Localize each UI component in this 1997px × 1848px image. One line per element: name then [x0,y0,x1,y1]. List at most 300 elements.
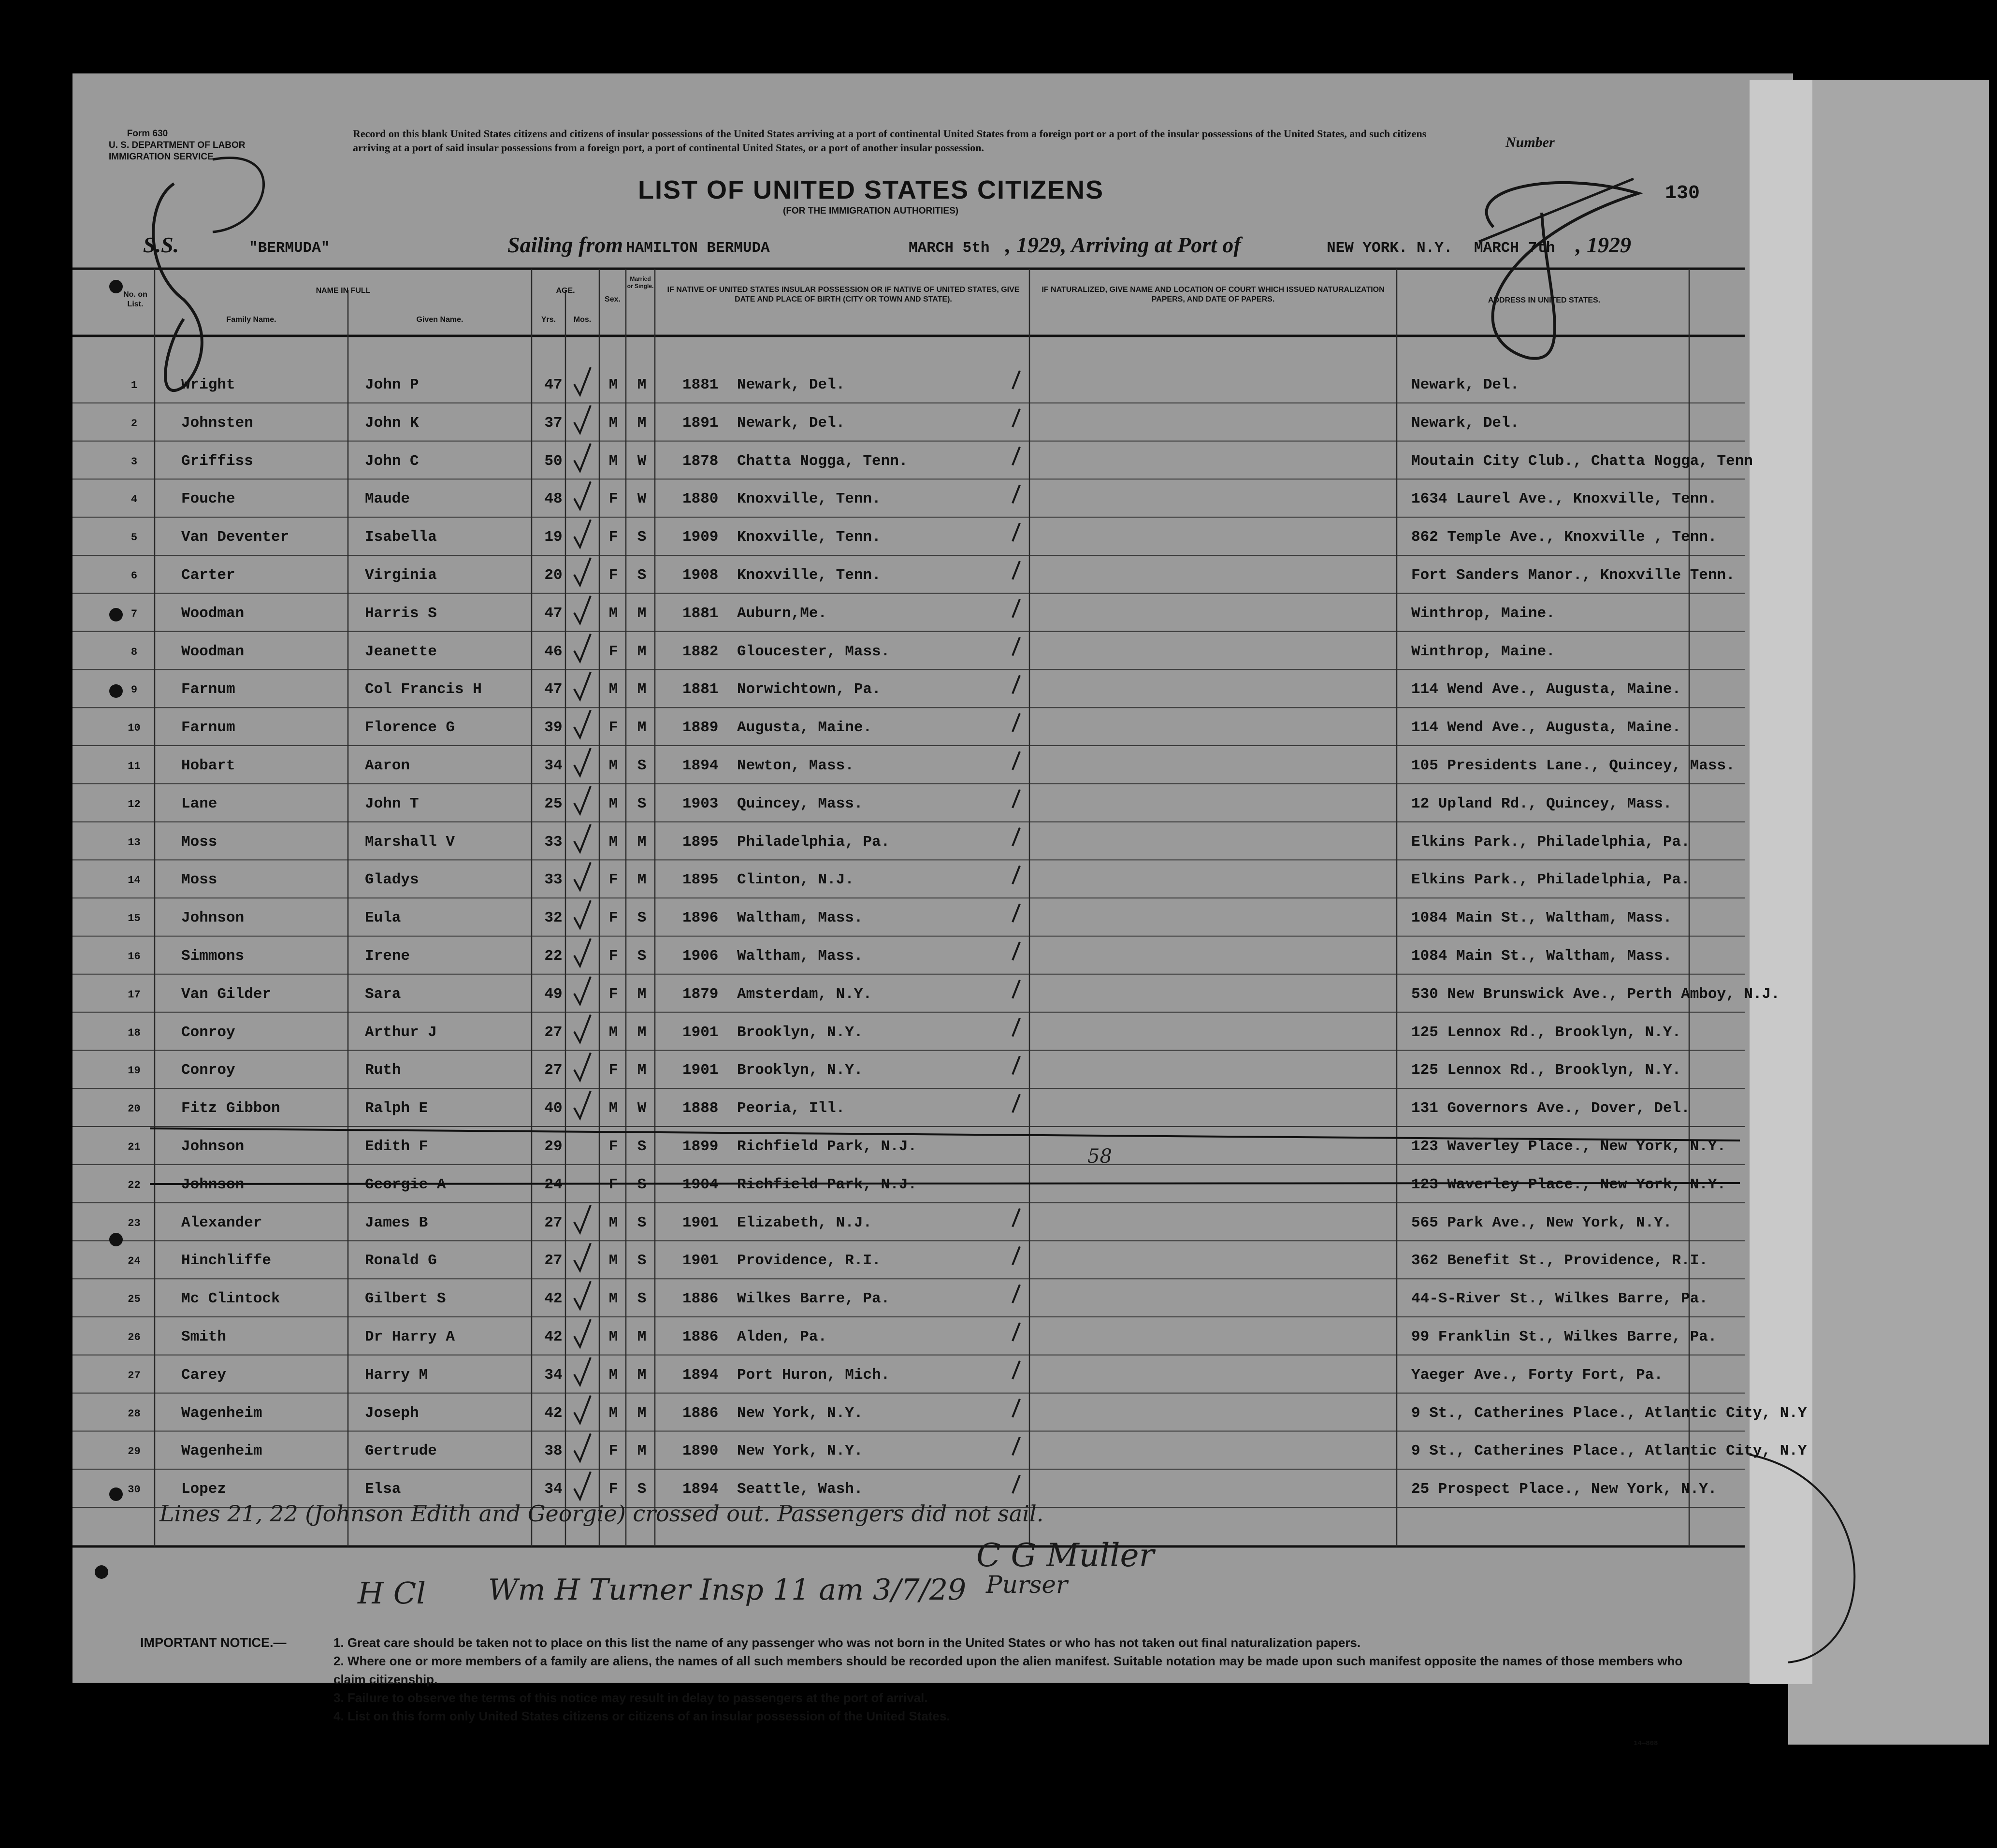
col-naturalized: IF NATURALIZED, GIVE NAME AND LOCATION OF COURT WHICH ISSUED NATURALIZATION PAPERS, AND DATE OF PAPERS. [1042,286,1385,303]
notice-item: 4. List on this form only United States citizens or citizens of an insular possession of the United States. [333,1709,950,1723]
address: 1084 Main St., Waltham, Mass. [1411,948,1672,965]
age-years: 27 [544,1252,563,1270]
address: Newark, Del. [1411,414,1519,432]
birth-year: 1886 [682,1328,719,1345]
marital-status: M [637,871,647,889]
line-number: 30 [128,1484,141,1496]
col-address: ADDRESS IN UNITED STATES. [1488,296,1601,304]
birth-place: Auburn,Me. [737,605,827,622]
family-name: Conroy [181,1062,235,1079]
given-name: Gertrude [365,1443,437,1460]
line-number: 12 [128,798,141,810]
sex: F [608,491,618,508]
line-number: 5 [130,532,138,544]
line-number: 22 [128,1179,141,1191]
sex: F [608,1062,618,1079]
sex: F [608,1481,618,1498]
age-years: 48 [544,491,563,508]
age-years: 27 [544,1062,563,1079]
birth-year: 1880 [682,491,719,508]
marital-status: W [637,452,647,470]
birth-place: Brooklyn, N.Y. [737,1024,863,1041]
birth-place: Peoria, Ill. [737,1100,845,1117]
sex: M [608,1214,618,1231]
marital-status: S [637,567,647,584]
birth-place: Waltham, Mass. [737,948,863,965]
marital-status: M [637,833,647,851]
passenger-row [116,974,1780,1012]
line-number: 24 [128,1255,141,1268]
birth-year: 1889 [682,719,719,736]
passenger-row [116,860,1745,897]
address: Elkins Park., Philadelphia, Pa. [1411,871,1690,889]
family-name: Johnson [181,1176,245,1193]
birth-place: Knoxville, Tenn. [737,529,881,546]
ss-label: S.S. [143,232,179,257]
page-title: LIST OF UNITED STATES CITIZENS [638,175,1104,204]
sailing-port: HAMILTON BERMUDA [626,240,770,257]
address: 1634 Laurel Ave., Knoxville, Tenn. [1411,491,1717,508]
marital-status: S [637,1290,647,1308]
age-years: 32 [544,910,563,927]
marital-status: M [637,643,647,660]
birth-place: Port Huron, Mich. [737,1366,890,1384]
birth-place: Providence, R.I. [737,1252,881,1270]
passenger-row [116,517,1745,555]
birth-place: Amsterdam, N.Y. [737,985,872,1003]
marital-status: M [637,985,647,1003]
given-name: Ralph E [365,1100,428,1117]
family-name: Van Deventer [181,529,289,546]
sex: M [608,795,618,812]
birth-place: Chatta Nogga, Tenn. [737,452,908,470]
line-number: 25 [128,1293,141,1306]
age-years: 46 [544,643,563,660]
family-name: Moss [181,871,217,889]
crossed-out-note: Lines 21, 22 (Johnson Edith and Georgie) crossed out. Passengers did not sail. [159,1501,1044,1527]
birth-year: 1882 [682,643,719,660]
age-years: 42 [544,1290,563,1308]
sex: M [608,605,618,622]
sex: M [608,1100,618,1117]
arrival-year-prefix: , 192 [1576,232,1620,257]
given-name: Elsa [365,1481,401,1498]
family-name: Wagenheim [181,1404,262,1422]
birth-year: 1879 [682,985,719,1003]
birth-place: Brooklyn, N.Y. [737,1062,863,1079]
marital-status: M [637,1024,647,1041]
age-years: 39 [544,719,563,736]
passenger-row [116,1431,1807,1469]
inspector-initials: H Cl [358,1575,426,1611]
sex: M [608,1404,618,1422]
given-name: Ruth [365,1062,401,1079]
birth-place: Newark, Del. [737,376,845,393]
sex: F [608,910,618,927]
given-name: Sara [365,985,401,1003]
family-name: Smith [181,1328,227,1345]
family-name: Johnson [181,1138,245,1155]
passenger-row [116,479,1745,517]
sex: M [608,376,618,393]
birth-place: Newton, Mass. [737,757,854,774]
line-number: 2 [130,417,138,430]
line-number: 7 [130,607,138,620]
birth-place: Richfield Park, N.J. [737,1138,917,1155]
line-number: 11 [128,760,141,772]
given-name: Florence G [365,719,455,736]
purser-title: Purser [986,1571,1068,1599]
family-name: Fouche [181,491,235,508]
birth-place: Alden, Pa. [737,1328,827,1345]
family-name: Carter [181,567,235,584]
address: 123 Waverley Place., New York, N.Y. [1411,1176,1726,1193]
passenger-row [116,365,1745,403]
marital-status: S [637,910,647,927]
line-number: 16 [128,951,141,963]
birth-year: 1908 [682,567,719,584]
birth-year: 1904 [682,1176,719,1193]
address: 362 Benefit St., Providence, R.I. [1411,1252,1708,1270]
given-name: Ronald G [365,1252,437,1270]
age-years: 37 [544,414,563,432]
sex: F [608,567,618,584]
marital-status: M [637,605,647,622]
birth-place: Philadelphia, Pa. [737,833,890,851]
address: Winthrop, Maine. [1411,643,1555,660]
birth-place: Newark, Del. [737,414,845,432]
marital-status: W [637,491,647,508]
address: Winthrop, Maine. [1411,605,1555,622]
marital-status: S [637,948,647,965]
given-name: Eula [365,910,401,927]
number-label: Number [1505,134,1555,150]
given-name: Col Francis H [365,681,482,698]
given-name: John K [365,414,419,432]
family-name: Moss [181,833,217,851]
birth-year: 1886 [682,1404,719,1422]
line-number: 3 [130,455,138,468]
sex: F [608,529,618,546]
line-number: 9 [130,684,138,696]
given-name: John T [365,795,419,812]
birth-place: Richfield Park, N.J. [737,1176,917,1193]
family-name: Wagenheim [181,1443,262,1460]
line-number: 18 [128,1026,141,1039]
age-years: 40 [544,1100,563,1117]
print-code: 14—808 [1634,1740,1658,1747]
birth-place: Norwichtown, Pa. [737,681,881,698]
birth-place: Quincey, Mass. [737,795,863,812]
line-number: 27 [128,1369,141,1382]
col-no: No. on List. [123,290,147,308]
given-name: Maude [365,491,410,508]
age-years: 49 [544,985,563,1003]
sex: M [608,1024,618,1041]
passenger-row [116,555,1745,593]
passenger-row [116,1241,1745,1278]
sex: M [608,833,618,851]
family-name: Woodman [181,643,245,660]
marital-status: S [637,1176,647,1193]
family-name: Carey [181,1366,227,1384]
birth-place: Clinton, N.J. [737,871,854,889]
ship-name: "BERMUDA" [249,240,330,257]
birth-year: 1903 [682,795,719,812]
address: 105 Presidents Lane., Quincey, Mass. [1411,757,1735,774]
birth-year: 1890 [682,1443,719,1460]
address: 99 Franklin St., Wilkes Barre, Pa. [1411,1328,1717,1345]
age-years: 42 [544,1404,563,1422]
birth-place: New York, N.Y. [737,1443,863,1460]
given-name: Harry M [365,1366,428,1384]
address: Moutain City Club., Chatta Nogga, Tenn [1411,452,1753,470]
sex: F [608,643,618,660]
birth-year: 1906 [682,948,719,965]
line-number: 19 [128,1065,141,1077]
birth-year: 1901 [682,1214,719,1231]
line-number: 1 [130,379,138,391]
given-name: Irene [365,948,410,965]
marital-status: M [637,1404,647,1422]
marital-status: S [637,1214,647,1231]
sailing-date: MARCH 5th [909,240,990,257]
birth-place: New York, N.Y. [737,1404,863,1422]
notice-item: 1. Great care should be taken not to place on this list the name of any passenger who was not born in the United States or who has not taken out final naturalization papers. [333,1635,1361,1650]
marital-status: M [637,681,647,698]
passenger-row [116,1279,1745,1316]
arrival-port: NEW YORK. N.Y. [1327,240,1453,257]
address: Fort Sanders Manor., Knoxville Tenn. [1411,567,1735,584]
line-number: 13 [128,836,141,849]
passenger-row [116,746,1745,783]
family-name: Lopez [181,1481,227,1498]
birth-year: 1881 [682,376,719,393]
given-name: Arthur J [365,1024,437,1041]
sex: M [608,1328,618,1345]
address: 114 Wend Ave., Augusta, Maine. [1411,681,1681,698]
given-name: Gilbert S [365,1290,446,1308]
passenger-row [116,1012,1745,1050]
family-name: Lane [181,795,217,812]
address: Yaeger Ave., Forty Fort, Pa. [1411,1366,1663,1384]
sex: F [608,719,618,736]
passenger-row [116,593,1745,631]
marital-status: S [637,529,647,546]
passenger-row [116,403,1745,441]
family-name: Fitz Gibbon [181,1100,280,1117]
given-name: Harris S [365,605,437,622]
birth-year: 1881 [682,605,719,622]
birth-year: 1881 [682,681,719,698]
address: 1084 Main St., Waltham, Mass. [1411,910,1672,927]
age-years: 34 [544,1366,563,1384]
family-name: Alexander [181,1214,262,1231]
marital-status: M [637,1443,647,1460]
sex: F [608,985,618,1003]
birth-year: 1895 [682,871,719,889]
age-years: 47 [544,681,563,698]
sailing-year-prefix: , 192 [1005,232,1050,257]
marital-status: S [637,1252,647,1270]
col-name-in-full: NAME IN FULL [316,287,371,295]
sex: F [608,1443,618,1460]
age-years: 33 [544,833,563,851]
family-name: Johnsten [181,414,253,432]
notice-item: 2. Where one or more members of a family are aliens, the names of all such members should be recorded upon the alien manifest. Suitable notation may be made upon such manifest opposite the names of those members who claim citizenship. [333,1654,1683,1687]
address: Newark, Del. [1411,376,1519,393]
arrival-year: 9 [1620,232,1631,257]
line-number: 26 [128,1331,141,1343]
passenger-row [116,1317,1745,1355]
address: 12 Upland Rd., Quincey, Mass. [1411,795,1672,812]
address: 123 Waverley Place., New York, N.Y. [1411,1138,1726,1155]
service-name: IMMIGRATION SERVICE [109,152,214,162]
family-name: Simmons [181,948,245,965]
age-years: 27 [544,1024,563,1041]
notice-item: 3. Failure to observe the terms of this notice may result in delay to passengers at the port of arrival. [333,1690,928,1705]
birth-year: 1896 [682,910,719,927]
col-yrs: Yrs. [541,316,556,324]
sex: M [608,414,618,432]
marital-status: M [637,1062,647,1079]
col-given-name: Given Name. [416,316,463,324]
address: 25 Prospect Place., New York, N.Y. [1411,1481,1717,1498]
sex: M [608,452,618,470]
birth-place: Knoxville, Tenn. [737,491,881,508]
col-age: AGE. [556,287,575,295]
sex: F [608,1138,618,1155]
record-instructions: Record on this blank United States citizens and citizens of insular possessions of the United States arriving at a port of continental United States from a foreign port or a port of the insular possessions of the United States, and such citizens arriving at a port of said insular possessions from a foreign port, a port of continental United States, or a port of another insular possession. [353,128,1427,154]
age-years: 38 [544,1443,563,1460]
age-years: 33 [544,871,563,889]
line-number: 14 [128,874,141,887]
family-name: Farnum [181,681,235,698]
marital-status: S [637,1138,647,1155]
col-family-name: Family Name. [226,316,276,324]
address: 114 Wend Ave., Augusta, Maine. [1411,719,1681,736]
notice-label: IMPORTANT NOTICE.— [140,1635,287,1650]
given-name: Marshall V [365,833,455,851]
marital-status: M [637,1366,647,1384]
passenger-row [116,1088,1745,1126]
address: 131 Governors Ave., Dover, Del. [1411,1100,1690,1117]
passenger-row [116,1126,1745,1164]
family-name: Conroy [181,1024,235,1041]
given-name: Gladys [365,871,419,889]
passenger-row [116,784,1745,822]
passenger-row [116,632,1745,669]
col-mos: Mos. [573,316,592,324]
passenger-row [116,936,1745,974]
family-name: Hinchliffe [181,1252,272,1270]
given-name: John C [365,452,419,470]
passenger-row [116,669,1745,707]
given-name: Virginia [365,567,437,584]
sailing-year: 9 [1050,232,1061,257]
family-name: Mc Clintock [181,1290,280,1308]
sex: F [608,1176,618,1193]
passenger-row [116,1050,1745,1088]
passenger-row [116,1203,1745,1241]
birth-place: Elizabeth, N.J. [737,1214,872,1231]
arrival-date: MARCH 7th [1474,240,1555,257]
address: 9 St., Catherines Place., Atlantic City, N.Y [1411,1443,1807,1460]
birth-year: 1894 [682,1366,719,1384]
age-years: 47 [544,605,563,622]
birth-year: 1886 [682,1290,719,1308]
given-name: Isabella [365,529,437,546]
marital-status: S [637,795,647,812]
given-name: Joseph [365,1404,419,1422]
page-subtitle: (FOR THE IMMIGRATION AUTHORITIES) [783,206,959,216]
birth-year: 1894 [682,1481,719,1498]
passenger-row [116,898,1745,936]
address: 862 Temple Ave., Knoxville , Tenn. [1411,529,1717,546]
birth-place: Gloucester, Mass. [737,643,890,660]
birth-year: 1901 [682,1062,719,1079]
line-number: 28 [128,1407,141,1420]
birth-year: 1888 [682,1100,719,1117]
line-number: 29 [128,1445,141,1458]
birth-year: 1901 [682,1252,719,1270]
address: Elkins Park., Philadelphia, Pa. [1411,833,1690,851]
line-number: 20 [128,1103,141,1115]
age-years: 42 [544,1328,563,1345]
marital-status: M [637,414,647,432]
address: 44-S-River St., Wilkes Barre, Pa. [1411,1290,1708,1308]
passenger-row [116,441,1753,479]
age-years: 22 [544,948,563,965]
line-number: 4 [130,493,138,506]
marital-status: M [637,376,647,393]
birth-year: 1891 [682,414,719,432]
sex: M [608,681,618,698]
address: 125 Lennox Rd., Brooklyn, N.Y. [1411,1024,1681,1041]
marital-status: S [637,1481,647,1498]
sex: M [608,1290,618,1308]
age-years: 25 [544,795,563,812]
page-number: 130 [1665,183,1700,204]
age-years: 34 [544,1481,563,1498]
line-number: 6 [130,570,138,582]
family-name: Wright [181,376,235,393]
address: 125 Lennox Rd., Brooklyn, N.Y. [1411,1062,1681,1079]
age-years: 47 [544,376,563,393]
birth-year: 1894 [682,757,719,774]
line-number: 23 [128,1217,141,1229]
age-years: 29 [544,1138,563,1155]
age-years: 20 [544,567,563,584]
notice-list [333,1633,1696,1725]
family-name: Griffiss [181,452,253,470]
given-name: Edith F [365,1138,428,1155]
age-years: 34 [544,757,563,774]
col-sex: Sex. [605,295,621,303]
purser-signature: C G Muller [976,1537,1155,1574]
birth-place: Wilkes Barre, Pa. [737,1290,890,1308]
family-name: Hobart [181,757,235,774]
given-name: James B [365,1214,428,1231]
birth-place: Knoxville, Tenn. [737,567,881,584]
birth-place: Augusta, Maine. [737,719,872,736]
birth-year: 1901 [682,1024,719,1041]
family-name: Johnson [181,910,245,927]
family-name: Woodman [181,605,245,622]
sex: F [608,871,618,889]
birth-year: 1878 [682,452,719,470]
department-name: U. S. DEPARTMENT OF LABOR [109,140,246,150]
